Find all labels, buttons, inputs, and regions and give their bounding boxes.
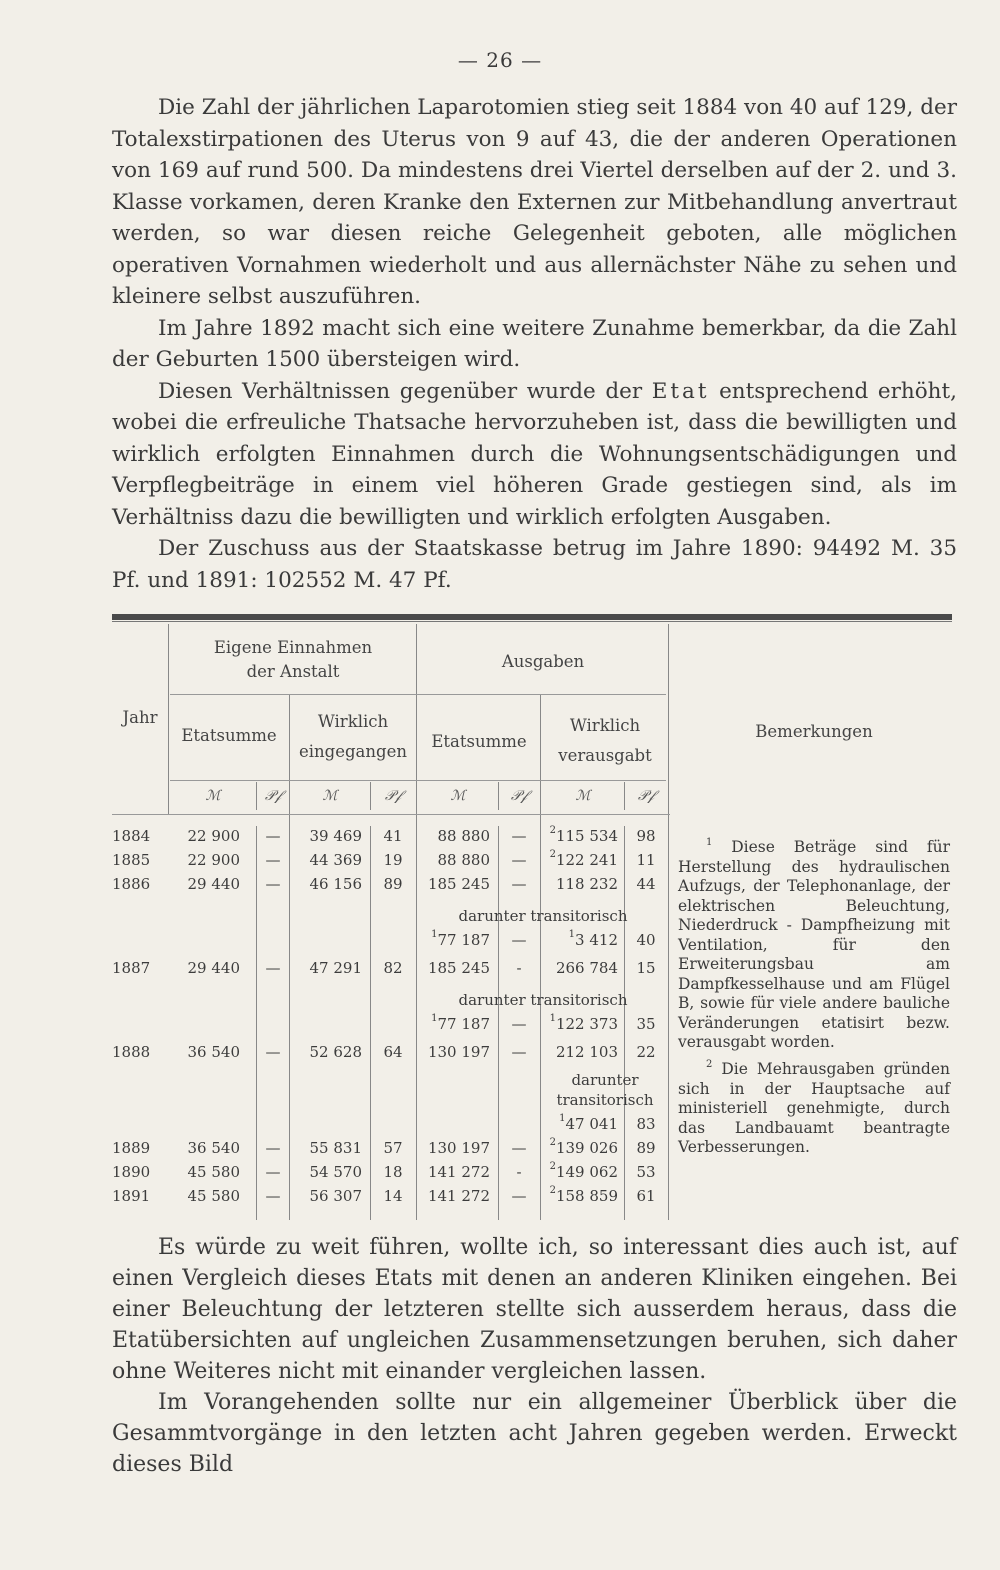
cell-trans-aetat-pf: —	[511, 931, 527, 949]
remark-2-text: Die Mehrausgaben gründen sich in der Hauptsache auf ministeriell genehmigte, durch das Landbauamt beantragte Verbesserungen.	[678, 1060, 950, 1156]
cell-aus: 266 784	[555, 959, 618, 977]
remark-1	[678, 838, 950, 1053]
cell-aetat: 130 197	[427, 1043, 490, 1061]
cell-jahr: 1884	[112, 827, 151, 845]
cell-trans-aetat-value: 77 187	[437, 931, 490, 949]
paragraph-zuschuss: Der Zuschuss aus der Staatskasse betrug im Jahre 1890: 94492 M. 35 Pf. und 1891: 102552 M. 47 Pf.	[112, 536, 957, 593]
cell-ein: 46 156	[309, 875, 362, 893]
footnote-ref: 1	[559, 1113, 566, 1124]
cell-trans-aus-pf: 40	[636, 931, 656, 949]
cell-trans-aus	[542, 1114, 618, 1135]
header-wirklich-verausgabt	[542, 714, 668, 768]
cell-aus-pf: 53	[636, 1163, 656, 1181]
header-wirklich-1: Wirklich	[317, 712, 389, 731]
cell-trans-aus-value: 3 412	[575, 931, 618, 949]
cell-ein: 52 628	[309, 1043, 362, 1061]
cell-ein: 39 469	[309, 827, 362, 845]
cell-aetat: 185 245	[427, 959, 490, 977]
cell-trans-aetat-pf: —	[511, 1015, 527, 1033]
cell-aus-pf: 15	[636, 959, 656, 977]
unit-pf: 𝒫𝒻	[510, 788, 528, 804]
cell-etat-pf: —	[265, 875, 281, 893]
cell-jahr: 1888	[112, 1043, 151, 1061]
cell-etat-pf: —	[265, 959, 281, 977]
cell-aus-pf: 11	[636, 851, 656, 869]
cell-ein: 44 369	[309, 851, 362, 869]
unit-mark: ℳ	[205, 788, 221, 804]
cell-ein: 56 307	[309, 1187, 362, 1205]
cell-aetat-pf: —	[511, 1139, 527, 1157]
cell-aus-pf: 89	[636, 1139, 656, 1157]
header-verausgabt: verausgabt	[558, 746, 652, 765]
cell-ein-pf: 89	[383, 875, 403, 893]
cell-aus: 118 232	[555, 875, 618, 893]
remark-2	[678, 1060, 950, 1158]
cell-aus	[542, 850, 618, 871]
cell-etat-pf: —	[265, 1139, 281, 1157]
header-jahr: Jahr	[122, 708, 158, 727]
cell-trans-aetat	[418, 1014, 490, 1035]
paragraph-1892: Im Jahre 1892 macht sich eine weitere Zunahme bemerkbar, da die Zahl der Geburten 1500 übersteigen wird.	[112, 315, 957, 372]
table-top-rule	[112, 614, 952, 620]
cell-aetat: 88 880	[437, 851, 490, 869]
unit-mark: ℳ	[450, 788, 466, 804]
etat-spaced-word: Etat	[651, 378, 710, 404]
footnote-ref: 2	[549, 849, 556, 860]
cell-ein-pf: 19	[383, 851, 403, 869]
cell-aus-value: 139 026	[555, 1139, 618, 1157]
label-transitorisch: transitorisch	[556, 1091, 654, 1109]
cell-aetat-pf: -	[516, 1163, 522, 1181]
cell-jahr: 1890	[112, 1163, 151, 1181]
cell-ein-pf: 14	[383, 1187, 403, 1205]
divider	[416, 624, 417, 1220]
cell-aus-pf: 44	[636, 875, 656, 893]
cell-aus-value: 158 859	[555, 1187, 618, 1205]
budget-table	[112, 614, 952, 1214]
cell-aetat-pf: -	[516, 959, 522, 977]
header-etatsumme: Etatsumme	[181, 726, 277, 745]
header-einnahmen-line1: Eigene Einnahmen	[213, 638, 373, 657]
cell-aus-value: 149 062	[555, 1163, 618, 1181]
table-top-rule-thin	[112, 621, 952, 622]
cell-jahr: 1885	[112, 851, 151, 869]
header-einnahmen	[170, 636, 416, 684]
cell-jahr: 1891	[112, 1187, 151, 1205]
cell-etat: 36 540	[187, 1139, 240, 1157]
cell-jahr: 1887	[112, 959, 151, 977]
cell-aus-value: 122 241	[555, 851, 618, 869]
header-wirklich-eingegangen	[290, 710, 416, 764]
cell-aus: 212 103	[555, 1043, 618, 1061]
cell-aetat-pf: —	[511, 1043, 527, 1061]
footnote-ref: 1	[431, 1013, 438, 1024]
cell-trans-aus	[542, 930, 618, 951]
cell-aetat-pf: —	[511, 851, 527, 869]
header-wirklich-2: Wirklich	[569, 716, 641, 735]
cell-aus	[542, 1162, 618, 1183]
label-darunter-transitorisch: darunter transitorisch	[458, 907, 628, 925]
cell-trans-aetat-value: 77 187	[437, 1015, 490, 1033]
footnote-ref: 2	[549, 825, 556, 836]
footnote-mark: 1	[706, 837, 713, 848]
cell-jahr: 1886	[112, 875, 151, 893]
cell-trans-aus	[542, 1014, 618, 1035]
etat-text-before: Diesen Verhältnissen gegenüber wurde der	[158, 378, 652, 404]
unit-pf: 𝒫𝒻	[637, 788, 655, 804]
cell-etat-pf: —	[265, 851, 281, 869]
footnote-mark: 2	[706, 1059, 713, 1070]
unit-mark: ℳ	[322, 788, 338, 804]
cell-aus-pf: 98	[636, 827, 656, 845]
cell-ein-pf: 18	[383, 1163, 403, 1181]
divider	[540, 694, 541, 1220]
unit-pf: 𝒫𝒻	[384, 788, 402, 804]
footnote-ref: 1	[568, 929, 576, 940]
cell-jahr: 1889	[112, 1139, 151, 1157]
unit-mark: ℳ	[575, 788, 591, 804]
cell-ein: 47 291	[309, 959, 362, 977]
etat-text-after: entsprechend erhöht, wobei die erfreuliche Thatsache hervorzuheben ist, dass die bewilligten und wirklich erfolgten Einnahmen durch die Wohnungsentschädigungen und Verpflegbeiträge in einem viel höheren Grade gestiegen sind, als im Verhältniss dazu die bewilligten und wirklich erfolgten Ausgaben.	[112, 378, 958, 530]
paragraph-ueberblick: Im Vorangehenden sollte nur ein allgemeiner Überblick über die Gesammtvorgänge in den letzten acht Jahren gegeben werden. Erweckt dieses Bild	[112, 1390, 957, 1477]
cell-etat: 36 540	[187, 1043, 240, 1061]
footnote-ref: 1	[431, 929, 438, 940]
cell-trans-aus-value: 122 373	[555, 1015, 618, 1033]
unit-pf: 𝒫𝒻	[264, 788, 282, 804]
paragraph-vergleich: Es würde zu weit führen, wollte ich, so interessant dies auch ist, auf einen Vergleich dieses Etats mit denen an anderen Kliniken eingehen. Bei einer Beleuchtung der letzteren stellte sich ausserdem heraus, dass die Etatübersichten auf ungleichen Zusammensetzungen beruhen, sich daher ohne Weiteres nicht mit einander vergleichen lassen.	[112, 1235, 957, 1384]
cell-ein: 55 831	[309, 1139, 362, 1157]
header-einnahmen-line2: der Anstalt	[246, 662, 340, 681]
cell-ein-pf: 41	[383, 827, 403, 845]
cell-aetat: 88 880	[437, 827, 490, 845]
cell-etat-pf: —	[265, 1163, 281, 1181]
divider	[168, 624, 169, 814]
cell-aetat-pf: —	[511, 875, 527, 893]
page-number: — 26 —	[457, 48, 543, 72]
cell-aetat-pf: —	[511, 1187, 527, 1205]
divider	[170, 694, 666, 695]
cell-ein: 54 570	[309, 1163, 362, 1181]
cell-aus	[542, 1138, 618, 1159]
divider	[112, 814, 670, 815]
cell-etat: 29 440	[187, 959, 240, 977]
cell-etat: 45 580	[187, 1163, 240, 1181]
cell-aus	[542, 826, 618, 847]
header-etatsumme-ausgaben: Etatsumme	[431, 732, 527, 751]
cell-aetat: 141 272	[427, 1187, 490, 1205]
cell-aus-value: 115 534	[555, 827, 618, 845]
divider	[668, 624, 669, 1220]
footnote-ref: 2	[549, 1161, 556, 1172]
cell-trans-aus-pf: 83	[636, 1115, 656, 1133]
remark-1-text: Diese Beträge sind für Herstellung des hydraulischen Aufzugs, der Telephonanlage, der elektrischen Beleuchtung, Niederdruck - Dampfheizung mit Ventilation, für den Erweiterungsbau am Dampfkesselhause und am Flügel B, sowie für viele andere bauliche Veränderungen etatisirt bezw. verausgabt worden.	[678, 838, 950, 1051]
footnote-ref: 2	[549, 1137, 556, 1148]
cell-trans-aus-pf: 35	[636, 1015, 656, 1033]
body-text-bottom	[112, 1232, 957, 1480]
cell-trans-aus-value: 47 041	[565, 1115, 618, 1133]
footnote-ref: 1	[549, 1013, 556, 1024]
cell-aetat: 130 197	[427, 1139, 490, 1157]
cell-etat: 22 900	[187, 851, 240, 869]
header-ausgaben: Ausgaben	[501, 652, 585, 671]
cell-aus-pf: 61	[636, 1187, 656, 1205]
label-darunter: darunter	[571, 1071, 639, 1089]
divider	[170, 780, 666, 781]
cell-aetat: 185 245	[427, 875, 490, 893]
cell-etat-pf: —	[265, 1187, 281, 1205]
cell-etat: 29 440	[187, 875, 240, 893]
cell-ein-pf: 82	[383, 959, 403, 977]
cell-etat-pf: —	[265, 827, 281, 845]
cell-etat: 45 580	[187, 1187, 240, 1205]
label-darunter-transitorisch: darunter transitorisch	[458, 991, 628, 1009]
paragraph-etat	[112, 376, 957, 534]
cell-ein-pf: 57	[383, 1139, 403, 1157]
header-bemerkungen: Bemerkungen	[755, 722, 873, 741]
cell-aus	[542, 1186, 618, 1207]
paragraph-laparotomien: Die Zahl der jährlichen Laparotomien stieg seit 1884 von 40 auf 129, der Totalexstirpationen des Uterus von 9 auf 43, die der anderen Operationen von 169 auf rund 500. Da mindestens drei Viertel derselben auf der 2. und 3. Klasse vorkamen, deren Kranke den Externen zur Mitbehandlung anvertraut werden, so war diesen reiche Gelegenheit geboten, alle möglichen operativen Vornahmen wiederholt und aus allernächster Nähe zu sehen und kleinere selbst auszuführen.	[112, 95, 957, 309]
cell-aetat: 141 272	[427, 1163, 490, 1181]
cell-etat: 22 900	[187, 827, 240, 845]
cell-trans-aetat	[418, 930, 490, 951]
cell-etat-pf: —	[265, 1043, 281, 1061]
footnote-ref: 2	[549, 1185, 556, 1196]
cell-aetat-pf: —	[511, 827, 527, 845]
cell-aus-pf: 22	[636, 1043, 656, 1061]
body-text-top	[112, 92, 957, 596]
header-eingegangen: eingegangen	[299, 742, 407, 761]
cell-ein-pf: 64	[383, 1043, 403, 1061]
